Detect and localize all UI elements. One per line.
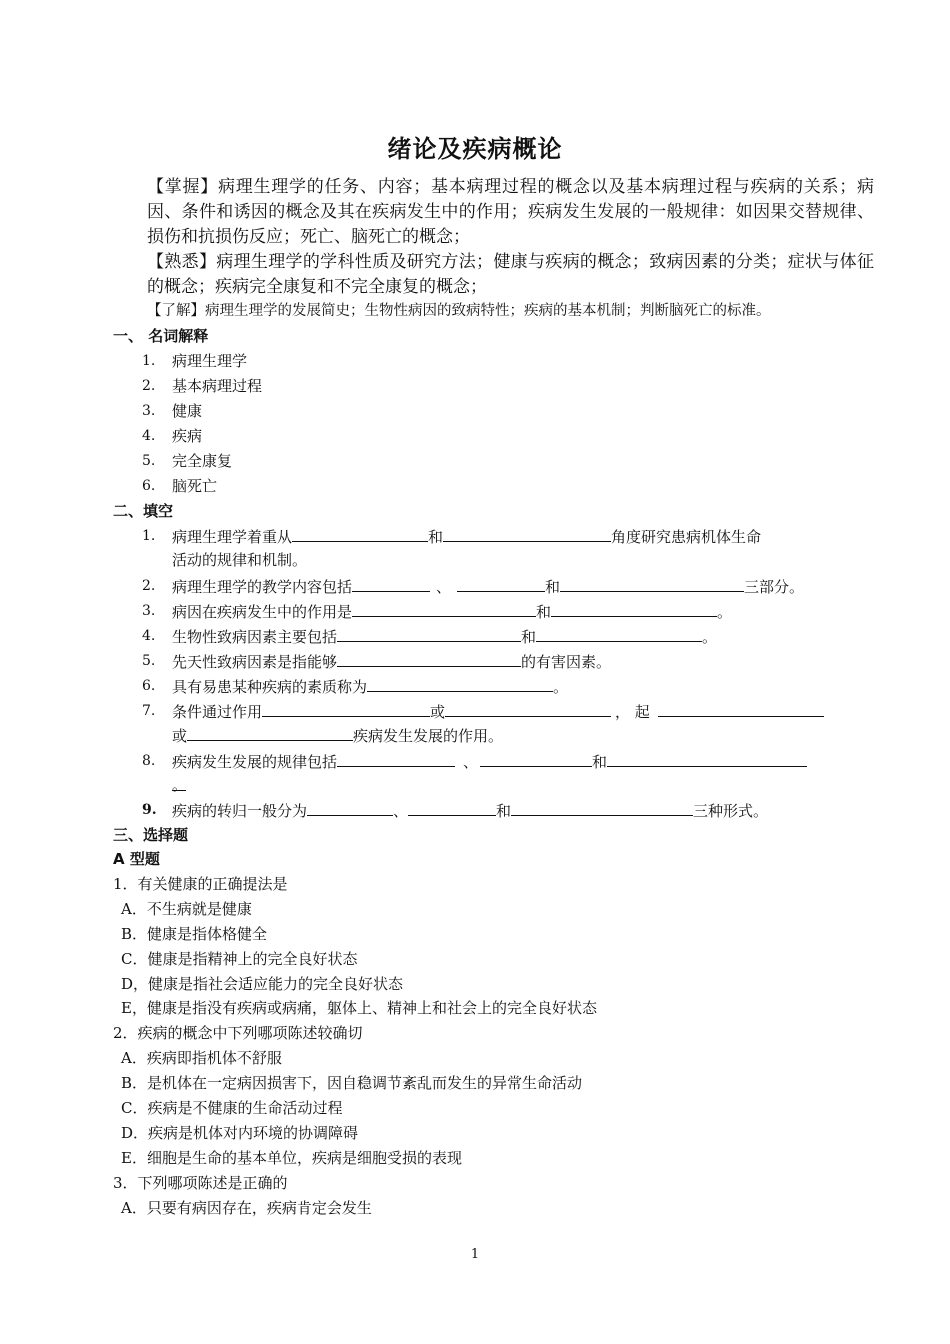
option[interactable]: A．不生病就是健康 xyxy=(121,900,252,918)
intro-familiar: 【熟悉】病理生理学的学科性质及研究方法；健康与疾病的概念；致病因素的分类；症状与体征的概念；疾病完全康复和不完全康复的概念； xyxy=(147,252,874,297)
list-item-number: 1. xyxy=(142,353,156,369)
answer-blank[interactable] xyxy=(187,724,353,741)
option[interactable]: A．疾病即指机体不舒服 xyxy=(121,1049,282,1067)
fill-text: 或 xyxy=(430,703,446,721)
fill-text: 活动的规律和机制。 xyxy=(172,551,308,569)
list-item-number: 6. xyxy=(142,478,156,494)
answer-blank[interactable] xyxy=(536,625,702,642)
answer-blank[interactable] xyxy=(443,525,611,542)
list-item-number: 3. xyxy=(142,403,156,419)
fill-text: 和 xyxy=(545,578,561,596)
answer-blank[interactable] xyxy=(408,799,496,816)
fill-item-number: 8. xyxy=(142,753,156,769)
fill-text: 和 xyxy=(521,628,537,646)
option[interactable]: B．健康是指体格健全 xyxy=(121,925,268,943)
fill-item-9 xyxy=(172,799,768,822)
option[interactable]: A．只要有病因存在，疾病肯定会发生 xyxy=(121,1199,372,1217)
list-item: 完全康复 xyxy=(172,452,233,470)
fill-text: 和 xyxy=(536,603,552,621)
option[interactable]: B．是机体在一定病因损害下，因自稳调节紊乱而发生的异常生命活动 xyxy=(121,1074,583,1092)
fill-item-number: 7. xyxy=(142,703,156,719)
fill-item-3 xyxy=(172,600,732,623)
answer-blank[interactable] xyxy=(337,750,455,767)
fill-item-number: 2. xyxy=(142,578,156,594)
answer-blank[interactable] xyxy=(352,575,430,592)
fill-item-6 xyxy=(172,675,568,698)
list-item: 脑死亡 xyxy=(172,477,218,495)
answer-blank[interactable] xyxy=(607,750,807,767)
answer-blank[interactable] xyxy=(367,675,553,692)
fill-item-number: 5. xyxy=(142,653,156,669)
page-number: 1 xyxy=(470,1247,480,1262)
fill-text: 、 xyxy=(463,753,479,771)
fill-text: 。 xyxy=(717,603,733,621)
fill-text: 或 xyxy=(172,727,188,745)
answer-blank[interactable] xyxy=(337,650,521,667)
option[interactable]: E，健康是指没有疾病或病痛，躯体上、精神上和社会上的完全良好状态 xyxy=(121,999,597,1017)
fill-item-number: 9. xyxy=(142,802,157,818)
fill-text: 三部分。 xyxy=(744,578,805,596)
fill-item-1 xyxy=(172,525,761,548)
question-1: 1．有关健康的正确提法是 xyxy=(113,875,288,893)
fill-text: 三种形式。 xyxy=(693,802,769,820)
section3-heading: 三、选择题 xyxy=(113,826,189,844)
fill-text: 和 xyxy=(496,802,512,820)
answer-blank-end xyxy=(172,774,188,794)
fill-text: 角度研究患病机体生命 xyxy=(611,528,762,546)
fill-item-number: 1. xyxy=(142,528,156,544)
fill-item-5 xyxy=(172,650,611,673)
list-item: 健康 xyxy=(172,402,203,420)
list-item-number: 4. xyxy=(142,428,156,444)
fill-item-number: 3. xyxy=(142,603,156,619)
list-item-number: 2. xyxy=(142,378,156,394)
fill-text: 疾病的转归一般分为 xyxy=(172,802,308,820)
answer-blank[interactable] xyxy=(560,575,744,592)
answer-blank[interactable] xyxy=(262,700,430,717)
option[interactable]: E．细胞是生命的基本单位，疾病是细胞受损的表现 xyxy=(121,1149,462,1167)
answer-blank[interactable] xyxy=(658,700,824,717)
intro-master: 【掌握】病理生理学的任务、内容；基本病理过程的概念以及基本病理过程与疾病的关系；病因、条件和诱因的概念及其在疾病发生中的作用；疾病发生发展的一般规律：如因果交替规律、损伤和抗损伤反应；死亡、脑死亡的概念； xyxy=(147,177,874,247)
fill-item-8-cont xyxy=(172,774,186,796)
answer-blank[interactable] xyxy=(551,600,717,617)
answer-blank[interactable] xyxy=(457,575,545,592)
section3-subheading: A 型题 xyxy=(113,850,160,868)
page-title: 绪论及疾病概论 xyxy=(387,135,563,163)
fill-item-number: 6. xyxy=(142,678,156,694)
answer-blank[interactable] xyxy=(480,750,592,767)
fill-item-4 xyxy=(172,625,717,648)
option[interactable]: C．健康是指精神上的完全良好状态 xyxy=(121,950,358,968)
section2-heading: 二、填空 xyxy=(113,502,174,520)
fill-text: 病理生理学着重从 xyxy=(172,528,293,546)
fill-text: 条件通过作用 xyxy=(172,703,263,721)
fill-item-8 xyxy=(172,750,807,773)
fill-item-7-cont xyxy=(172,724,503,747)
fill-item-number: 4. xyxy=(142,628,156,644)
fill-text: 、 xyxy=(436,578,452,596)
option[interactable]: D，健康是指社会适应能力的完全良好状态 xyxy=(121,975,404,993)
fill-text: 病理生理学的教学内容包括 xyxy=(172,578,353,596)
question-2: 2．疾病的概念中下列哪项陈述较确切 xyxy=(113,1024,363,1042)
section1-heading: 一、 名词解释 xyxy=(113,327,209,345)
option[interactable]: D．疾病是机体对内环境的协调障碍 xyxy=(121,1124,359,1142)
fill-text: ， 起 xyxy=(615,703,650,721)
option[interactable]: C．疾病是不健康的生命活动过程 xyxy=(121,1099,343,1117)
fill-text: 。 xyxy=(702,628,718,646)
fill-text: 。 xyxy=(172,776,188,794)
fill-item-7 xyxy=(172,700,824,723)
list-item: 病理生理学 xyxy=(172,352,248,370)
list-item: 基本病理过程 xyxy=(172,377,263,395)
list-item: 疾病 xyxy=(172,427,203,445)
answer-blank[interactable] xyxy=(511,799,693,816)
fill-text: 和 xyxy=(592,753,608,771)
list-item-number: 5. xyxy=(142,453,156,469)
answer-blank[interactable] xyxy=(307,799,393,816)
question-3: 3．下列哪项陈述是正确的 xyxy=(113,1174,288,1192)
answer-blank[interactable] xyxy=(352,600,536,617)
fill-text: 的有害因素。 xyxy=(521,653,612,671)
fill-text: 生物性致病因素主要包括 xyxy=(172,628,338,646)
fill-text: 。 xyxy=(553,678,569,696)
fill-text: 、 xyxy=(393,802,409,820)
answer-blank[interactable] xyxy=(337,625,521,642)
fill-item-2 xyxy=(172,575,804,598)
answer-blank[interactable] xyxy=(292,525,428,542)
answer-blank[interactable] xyxy=(445,700,611,717)
fill-text: 疾病发生发展的规律包括 xyxy=(172,753,338,771)
fill-text: 先天性致病因素是指能够 xyxy=(172,653,338,671)
fill-text: 具有易患某种疾病的素质称为 xyxy=(172,678,368,696)
intro-understand: 【了解】病理生理学的发展简史；生物性病因的致病特性；疾病的基本机制；判断脑死亡的标准。 xyxy=(147,303,771,319)
fill-text: 病因在疾病发生中的作用是 xyxy=(172,603,353,621)
fill-text: 疾病发生发展的作用。 xyxy=(353,727,504,745)
fill-text: 和 xyxy=(428,528,444,546)
